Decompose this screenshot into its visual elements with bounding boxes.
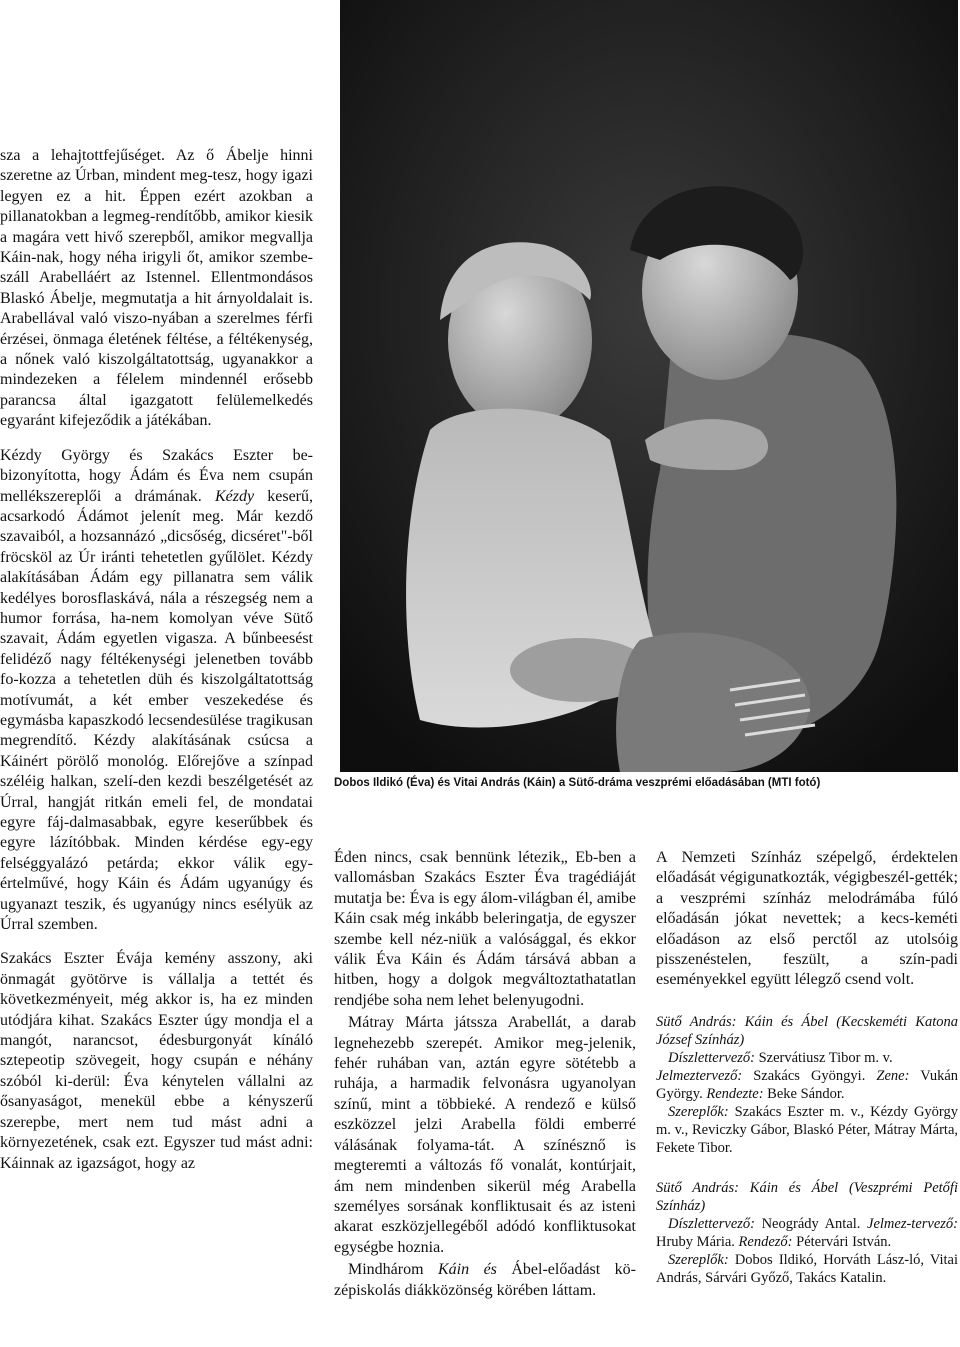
credit-label: Rendező: <box>734 1233 793 1250</box>
credit-label: Díszlettervező: <box>668 1049 755 1066</box>
production-title: Sütő András: Káin és Ábel (Kecskeméti Katona József Színház) <box>656 1013 958 1048</box>
credit-label: Szereplők: <box>668 1103 729 1120</box>
credits-veszprem <box>656 1179 958 1287</box>
paragraph: Mátray Márta játssza Arabellát, a darab legnehezebb szerepét. Amikor meg-jelenik, fehér ruhában van, aztán egyre sötétebb a ruhája, a harmadik felvonásra ugyanolyan színű, mint a többieké. A rendező e külső eszközzel jelzi Arabella földi emberré válásának folyama-tát. A színésznő is megteremti a változás fő vonalát, kontúrjait, ám nem mindenben sikerül még Arabella személyes sorsának konfliktusait és az isteni akarat eszközjellegéből adódó konfliktusokat egységbe hoznia. <box>334 1014 636 1256</box>
stage-photo-illustration <box>340 0 958 772</box>
credits-kecskemet <box>656 1013 958 1157</box>
credit-value: Beke Sándor. <box>763 1085 845 1102</box>
left-column <box>0 146 313 1174</box>
credit-label: Jelmeztervező: <box>656 1067 743 1084</box>
text-run: Mindhárom <box>348 1261 438 1279</box>
credit-label: Szereplők: <box>668 1251 729 1268</box>
credit-value: Hruby Mária. <box>656 1233 735 1250</box>
text-run: keserű, acsarkodó Ádámot jelenít meg. Már kezdő szavaiból, a hozsannázó „dicsőség, dicséret"-ből fröcsköl az Úr iránti tehetetlen gyűlölet. Kézdy alakításában Ádám egy pillanatra sem válik kedélyes borosflaskává, nála a részegség nem a humor forrása, ha-nem komolyan véve Sütő szavait, Ádám egyetlen vigasza. A bűnbeesést felidéző nagy féltékenységi jelenetben tovább fo-kozza a tehetetlen düh és kiszolgáltatottság motívumát, a két ember veszekedése és egymásba kapaszkodó lecsendesülése tragikusan megrendítő. Kézdy alakításának csúcsa a Káinért pörölő monológ. Előrejőve a színpad széléig halkan, szelí-den kezdi beszélgetését az Úrral, hangját ritkán emeli fel, de mondatai egyre fáj-dalmasabbak, egyre keserűbbek és egyre lázítóbbak. Minden kérdése egy-egy felséggyalázó petárda; ekkor válik egy-értelművé, hogy Káin és Ádám ugyanúgy és ugyanazt teszik, és ugyanúgy nincs esélyük az Úrral szemben. <box>0 487 313 934</box>
credit-value: Neogrády Antal. <box>754 1215 861 1232</box>
credit-value: Szakács Eszter m. v., Kézdy György m. v., Reviczky Gábor, Blaskó Péter, Mátray Márta, Fekete Tibor. <box>656 1103 958 1156</box>
text-run: Ábel-előadást kö-zépiskolás diákközönség körében láttam. <box>334 1261 636 1299</box>
paragraph <box>334 1260 636 1301</box>
photo-caption: Dobos Ildikó (Éva) és Vitai András (Káin) a Sütő-dráma veszprémi előadásában (MTI fotó) <box>334 777 821 789</box>
name-italic: Kézdy <box>214 487 255 505</box>
credit-value: Vukán György. <box>656 1067 959 1102</box>
middle-column <box>334 848 636 1301</box>
stage-photo <box>340 0 958 772</box>
credit-value: Szervátiusz Tibor m. v. <box>754 1049 893 1066</box>
paragraph: A Nemzeti Színház szépelgő, érdektelen előadását végigunatkozták, végigbeszél-gették; a veszprémi színház melodrámába fúló előadásán jókat nevettek; a kecs-keméti előadáson az első perctől az utolsóig pisszenéstelen, feszült, a szín-padi eseményekkel együtt lélegző csend volt. <box>656 849 958 989</box>
production-title: Sütő András: Káin és Ábel (Veszprémi Petőfi Színház) <box>656 1179 958 1214</box>
credit-value: Pétervári István. <box>792 1233 892 1250</box>
credit-label: Zene: <box>865 1067 910 1084</box>
paragraph: Szakács Eszter Évája kemény asszony, aki önmagát gyötörve is vállalja a tettét és következményeit, még akkor is, ha ez minden utódjára kihat. Szakács Eszter úgy mondja el a mangót, narancsot, édesburgonyát kínáló szteреotip szövegeit, hogy csupán e néhány szóból ki-derül: Éva kénytelen vállalni az ősanyaságot, menekül ebbe a kényszerű szerepbe, mert nem tud mást adni a környezetének, csak ezt. Egyszer tud mást adni: Káinnak az igazságot, hogy az <box>0 950 313 1172</box>
paragraph: Éden nincs, csak bennünk létezik„ Eb-ben a vallomásban Szakács Eszter Éva tragédiáját mutatja be: Éva is egy álom-világban él, amibe Káin csak még inkább beleringatja, de egyszer szembe kell néz-niük a valósággal, és ekkor válik Éva Káin és Ádám társává abban a hitben, hogy a dolgok megváltoztathatatlan rendjébe soha nem lehet belenyugodni. <box>334 849 636 1009</box>
text-run: Kézdy György és Szakács Eszter be-bizonyította, hogy Ádám és Éva nem csupán mellékszereplői a drámának. <box>0 446 313 505</box>
right-column <box>656 848 958 1287</box>
credit-value: Szakács Gyöngyi. <box>742 1067 866 1084</box>
credit-label: Rendezte: <box>702 1085 764 1102</box>
credit-value: Dobos Ildikó, Horváth Lász-ló, Vitai András, Sárvári Győző, Takács Katalin. <box>656 1251 958 1286</box>
title-italic: Káin és <box>438 1261 497 1279</box>
paragraph: sza a lehajtottfejűséget. Az ő Ábelje hinni szeretne az Úrban, mindent meg-tesz, hogy igazi legyen ez a hit. Éppen ezért azokban a pillanatokban a legmeg-rendítőbb, amikor kiesik a magára vett hivő szerepből, amikor megvallja Káin-nak, hogy néha irigyli őt, amikor szembe-száll Arabelláért az Istennel. Ellentmondásos Blaskó Ábelje, megmutatja a hit árnyoldalait is. Arabellával való viszo-nyában a szerelmes férfi érzései, önmaga életének féltése, a féltékenység, a nőnek való kiszolgáltatottság, ugyanakkor a mindezeken a félelem mindennél erősebb parancsa által igazgatott felülemelkedés egyaránt kifejeződik a játékában. <box>0 147 313 430</box>
credit-label: Díszlettervező: <box>668 1215 755 1232</box>
paragraph <box>0 446 313 936</box>
credit-label: Jelmez-tervező: <box>860 1215 958 1232</box>
